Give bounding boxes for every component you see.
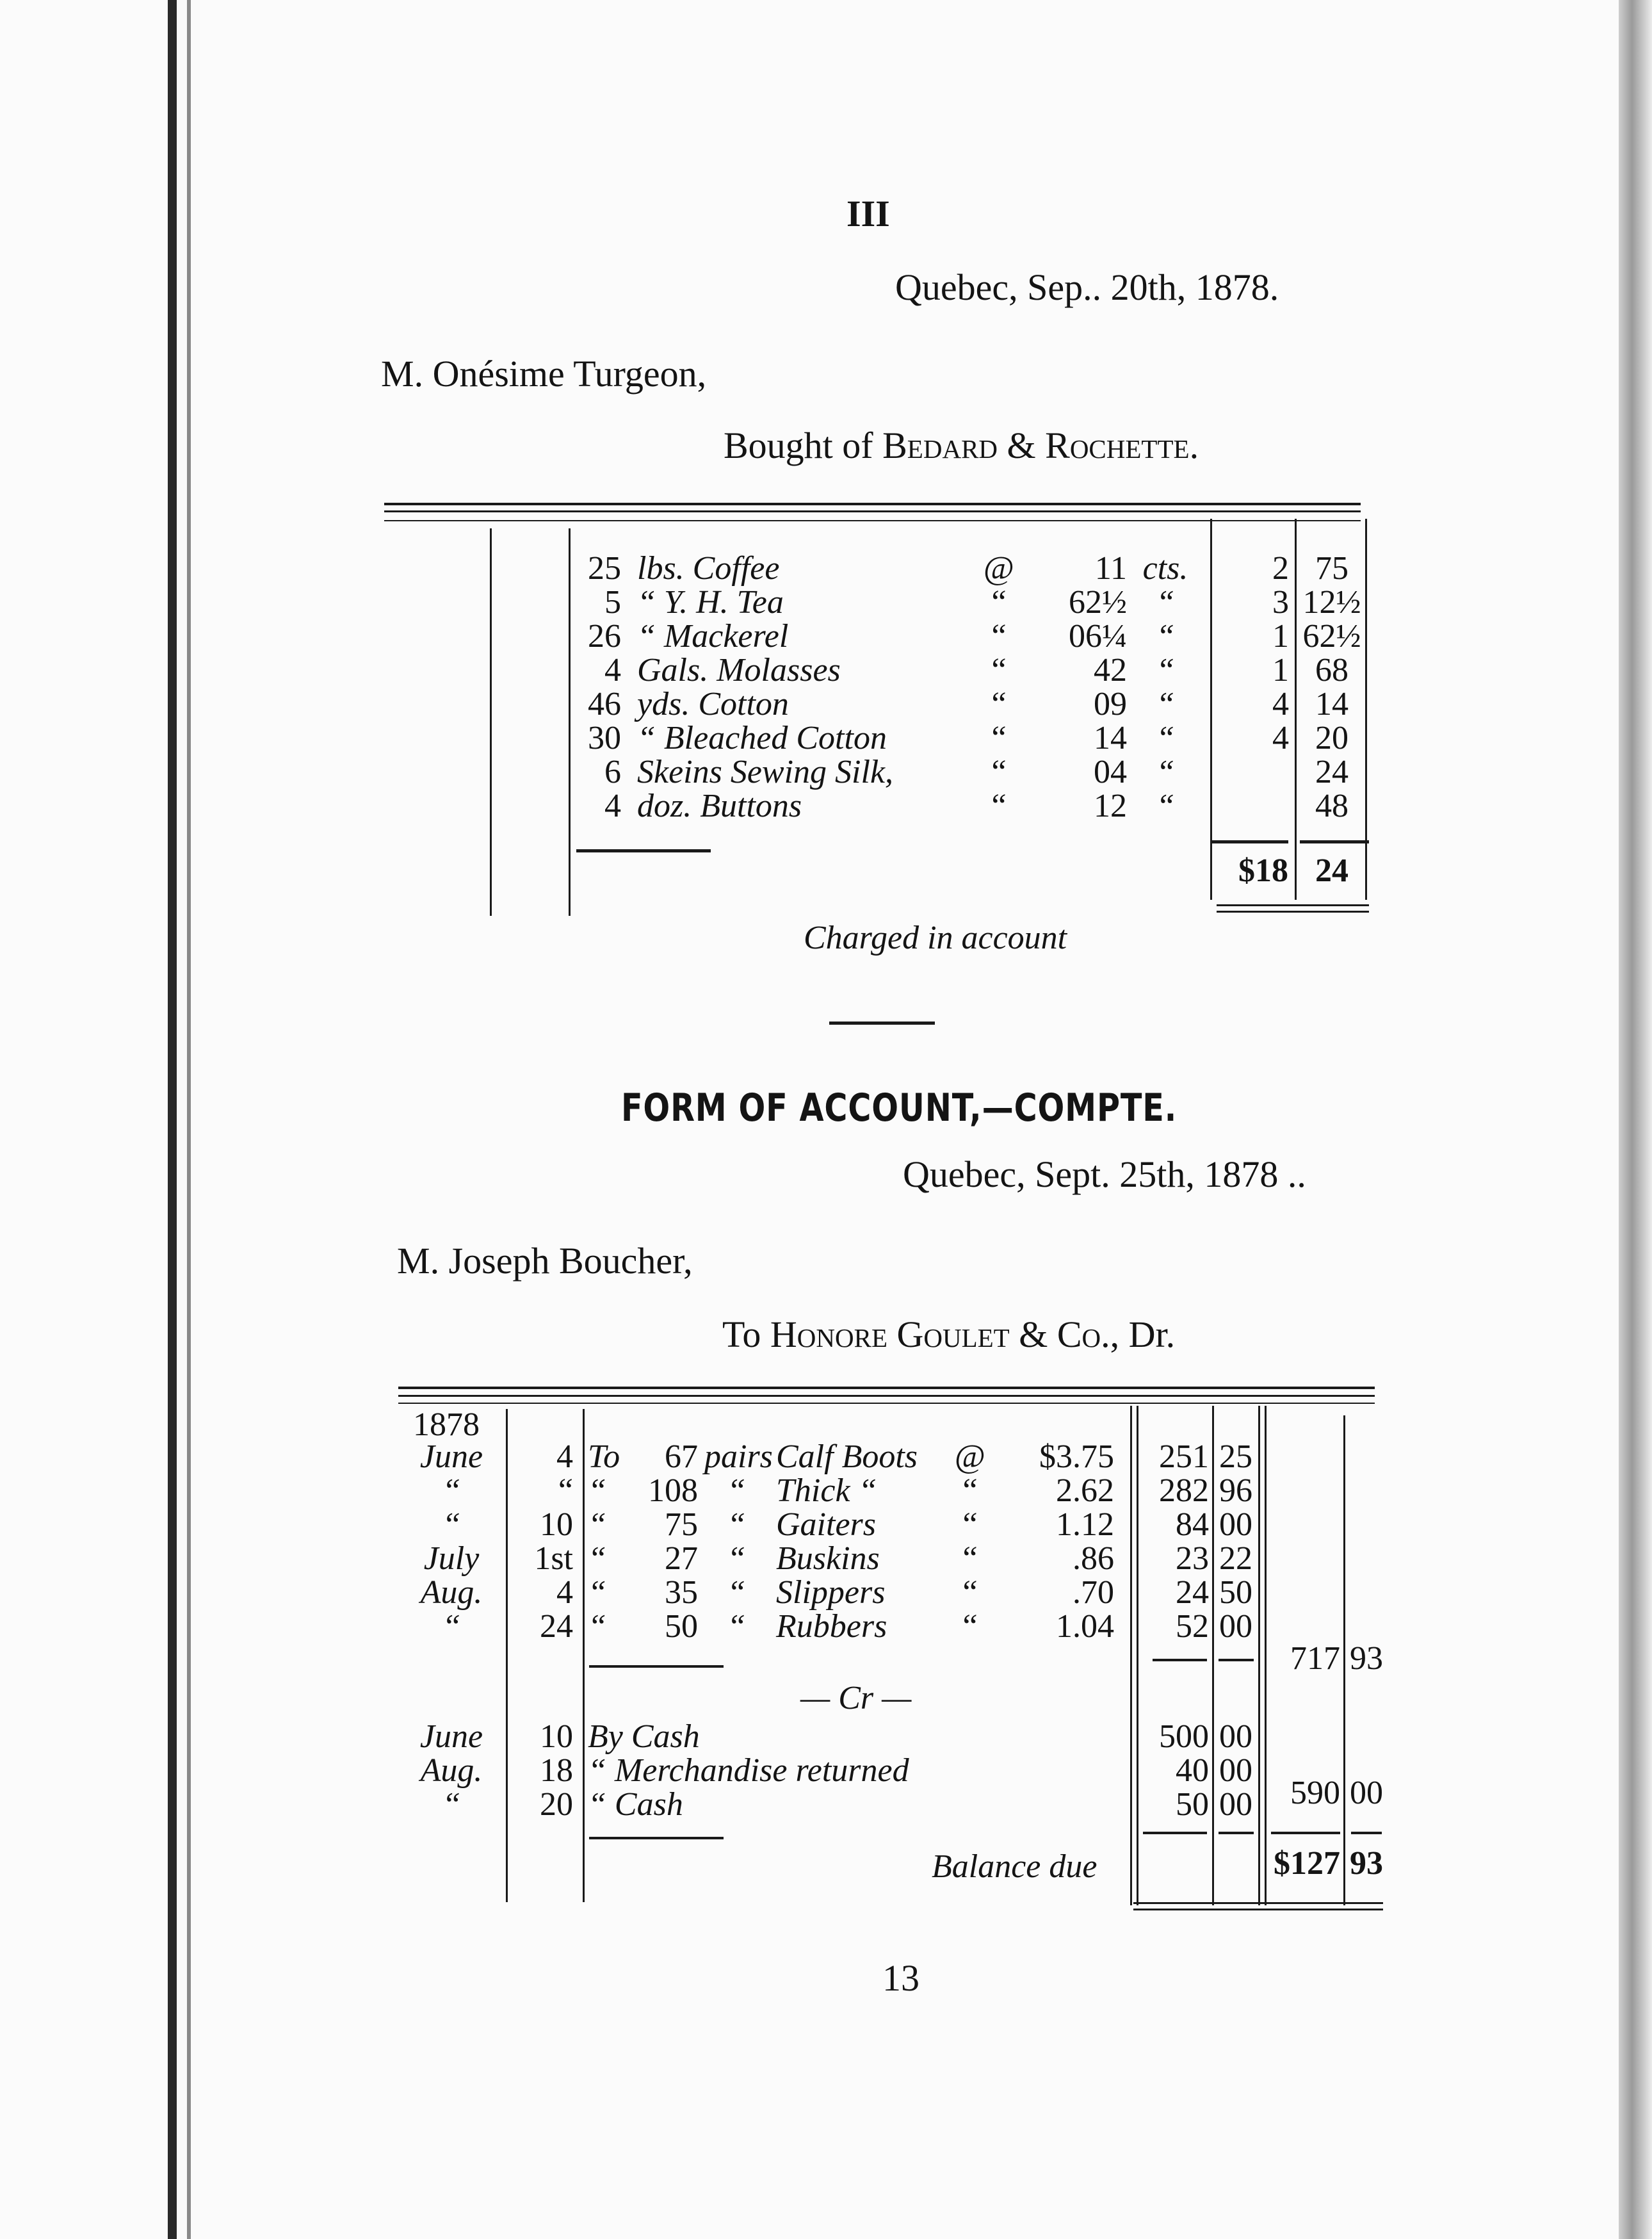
account-creditor-name: Honore Goulet & Co.,	[770, 1314, 1120, 1355]
account-debit-cell-month: “	[442, 1472, 461, 1509]
invoice-cell-dollars: 4	[1272, 720, 1289, 756]
account-debit-cell-dollars: 84	[1176, 1506, 1209, 1543]
account-debit-cell-at: “	[962, 1540, 978, 1577]
account-debit-cell-item: Buskins	[776, 1540, 880, 1577]
page-number: 13	[882, 1957, 919, 1999]
account-debit-cell-day: 10	[540, 1506, 573, 1543]
account-credit-cell-cents: 00	[1219, 1752, 1252, 1789]
account-debit-cell-unit: pairs	[704, 1438, 773, 1475]
account-credit-cell-cents: 00	[1219, 1786, 1252, 1823]
invoice-col-rule-2	[569, 528, 571, 916]
page-binding-edge	[168, 0, 177, 2239]
account-credit-total-dollars: 590	[1290, 1775, 1340, 1811]
invoice-cell-desc: Gals. Molasses	[637, 652, 841, 688]
invoice-top-rule-2	[384, 510, 1361, 512]
invoice-cell-desc: lbs. Coffee	[637, 550, 780, 587]
invoice-cell-at: “	[991, 618, 1007, 655]
account-credit-total-rule-cents	[1351, 1832, 1382, 1834]
invoice-customer: M. Onésime Turgeon,	[381, 353, 707, 395]
account-credit-cell-cents: 00	[1219, 1718, 1252, 1755]
invoice-seller-prefix: Bought of	[724, 425, 873, 466]
invoice-cell-price: 11	[1094, 550, 1127, 587]
invoice-cell-qty: 4	[604, 652, 621, 688]
invoice-cell-price: 09	[1094, 686, 1127, 722]
invoice-cell-dollars: 1	[1272, 618, 1289, 655]
account-debit-cell-at: “	[962, 1608, 978, 1645]
account-debit-cell-day: 1st	[534, 1540, 573, 1577]
invoice-cell-unit: cts.	[1142, 550, 1188, 587]
account-debit-cell-word: “	[588, 1506, 606, 1543]
account-creditor-prefix: To	[722, 1314, 761, 1355]
account-credit-cell-dollars: 40	[1176, 1752, 1209, 1789]
page-right-edge	[1619, 0, 1652, 2239]
account-debit-cell-unit: “	[727, 1472, 746, 1509]
invoice-cell-qty: 25	[588, 550, 621, 587]
account-debit-cell-cents: 22	[1219, 1540, 1252, 1577]
account-debit-cell-dollars: 251	[1159, 1438, 1209, 1475]
invoice-cell-dollars: 2	[1272, 550, 1289, 587]
account-col-rule-2	[583, 1409, 585, 1902]
account-credit-cell-dollars: 500	[1159, 1718, 1209, 1755]
account-debit-cell-price: .70	[1073, 1574, 1114, 1611]
account-debit-cell-word: To	[588, 1438, 620, 1475]
invoice-cell-at: “	[991, 584, 1007, 621]
account-debit-cell-day: “	[558, 1472, 573, 1509]
account-debit-cell-qty: 50	[665, 1608, 698, 1645]
invoice-cell-cents: 20	[1315, 720, 1348, 756]
account-debit-cell-unit: “	[727, 1608, 746, 1645]
account-debit-sum-rule-dollars	[1153, 1659, 1207, 1661]
account-debit-cell-dollars: 52	[1176, 1608, 1209, 1645]
invoice-sum-rule-dollars	[1210, 840, 1288, 843]
account-debit-cell-price: 2.62	[1056, 1472, 1114, 1509]
account-credit-total-rule-dollars	[1271, 1832, 1340, 1834]
invoice-total-cents: 24	[1315, 852, 1348, 889]
page-binding-shadow	[187, 0, 191, 2239]
invoice-cell-desc: “ Mackerel	[637, 618, 789, 655]
account-debit-cell-qty: 108	[648, 1472, 698, 1509]
account-credit-cell-month: “	[442, 1786, 461, 1823]
invoice-cell-dollars: 4	[1272, 686, 1289, 722]
invoice-cell-cents: 68	[1315, 652, 1348, 688]
invoice-cell-cents: 48	[1315, 788, 1348, 824]
account-creditor-line	[722, 1313, 1175, 1356]
account-credit-cell-dollars: 50	[1176, 1786, 1209, 1823]
invoice-cell-qty: 46	[588, 686, 621, 722]
account-col-rule-4	[1212, 1406, 1214, 1905]
account-debit-cell-cents: 50	[1219, 1574, 1252, 1611]
account-debit-cell-month: “	[442, 1608, 461, 1645]
account-debit-cell-qty: 27	[665, 1540, 698, 1577]
invoice-sum-rule-cents	[1300, 840, 1369, 843]
account-debit-cell-item: Gaiters	[776, 1506, 876, 1543]
account-debit-cell-unit: “	[727, 1574, 746, 1611]
account-credit-sum-rule-dollars	[1143, 1832, 1207, 1834]
account-debit-cell-item: Slippers	[776, 1574, 886, 1611]
account-balance-label: Balance due	[932, 1848, 1097, 1885]
account-credit-cell-text: “ Cash	[588, 1786, 683, 1823]
invoice-cell-dollars: 1	[1272, 652, 1289, 688]
account-creditor-suffix: Dr.	[1128, 1314, 1176, 1355]
invoice-cell-qty: 30	[588, 720, 621, 756]
account-credit-cell-text: “ Merchandise returned	[588, 1752, 909, 1789]
invoice-cell-price: 62½	[1069, 584, 1127, 621]
invoice-sub-rule	[576, 849, 711, 852]
invoice-cell-at: “	[991, 652, 1007, 688]
invoice-cell-cents: 12½	[1302, 584, 1361, 621]
account-debit-cell-unit: “	[727, 1506, 746, 1543]
account-debit-total-dollars: 717	[1290, 1640, 1340, 1677]
account-top-rule-3	[398, 1403, 1375, 1404]
account-top-rule	[398, 1387, 1375, 1389]
account-debit-cell-qty: 35	[665, 1574, 698, 1611]
account-col-rule-3	[1130, 1406, 1132, 1905]
account-debit-cell-dollars: 23	[1176, 1540, 1209, 1577]
account-debit-cell-month: June	[419, 1438, 483, 1475]
invoice-cell-qty: 6	[604, 754, 621, 790]
account-cr-label: — Cr —	[800, 1680, 912, 1716]
account-credit-cell-day: 10	[540, 1718, 573, 1755]
invoice-cell-at: “	[991, 720, 1007, 756]
account-credit-cell-day: 18	[540, 1752, 573, 1789]
account-credit-sum-rule-cents	[1219, 1832, 1254, 1834]
invoice-cell-desc: yds. Cotton	[637, 686, 789, 722]
section-divider	[829, 1022, 935, 1025]
invoice-cell-cents: 24	[1315, 754, 1348, 790]
invoice-cell-desc: “ Y. H. Tea	[637, 584, 784, 621]
section-number: III	[846, 193, 890, 234]
account-debit-sum-rule-cents	[1219, 1659, 1254, 1661]
invoice-cell-desc: “ Bleached Cotton	[637, 720, 887, 756]
account-debit-cell-unit: “	[727, 1540, 746, 1577]
account-debit-cell-price: 1.12	[1056, 1506, 1114, 1543]
invoice-cell-unit: “	[1156, 788, 1175, 824]
invoice-cell-desc: Skeins Sewing Silk,	[637, 754, 894, 790]
account-debit-cell-cents: 00	[1219, 1506, 1252, 1543]
invoice-cell-price: 14	[1094, 720, 1127, 756]
account-debit-cell-at: “	[962, 1574, 978, 1611]
invoice-cell-cents: 62½	[1302, 618, 1361, 655]
invoice-col-rule-4	[1295, 519, 1297, 900]
invoice-cell-unit: “	[1156, 720, 1175, 756]
account-customer: M. Joseph Boucher,	[397, 1240, 693, 1282]
invoice-cell-desc: doz. Buttons	[637, 788, 802, 824]
invoice-total-rule-2	[1217, 911, 1369, 913]
account-credit-cell-text: By Cash	[588, 1718, 700, 1755]
account-debit-cell-day: 4	[556, 1438, 573, 1475]
invoice-col-rule-1	[490, 528, 492, 916]
account-debit-cell-cents: 00	[1219, 1608, 1252, 1645]
account-top-rule-2	[398, 1395, 1375, 1397]
account-debit-cell-day: 24	[540, 1608, 573, 1645]
account-date: Quebec, Sept. 25th, 1878 ..	[903, 1153, 1306, 1195]
invoice-seller-line	[724, 424, 1199, 467]
account-debit-cell-word: “	[588, 1574, 606, 1611]
invoice-total-rule	[1217, 904, 1369, 906]
account-credit-sub-rule	[589, 1837, 724, 1839]
account-debit-cell-word: “	[588, 1540, 606, 1577]
account-col-rule-6	[1343, 1415, 1345, 1905]
account-debit-cell-month: “	[442, 1506, 461, 1543]
invoice-cell-qty: 5	[604, 584, 621, 621]
invoice-date: Quebec, Sep.. 20th, 1878.	[895, 266, 1279, 308]
invoice-cell-qty: 26	[588, 618, 621, 655]
invoice-cell-at: “	[991, 754, 1007, 790]
account-debit-cell-item: Thick “	[776, 1472, 877, 1509]
invoice-cell-price: 06¼	[1069, 618, 1127, 655]
account-debit-cell-word: “	[588, 1608, 606, 1645]
account-debit-cell-price: $3.75	[1039, 1438, 1114, 1475]
account-debit-cell-month: July	[423, 1540, 480, 1577]
account-debit-cell-price: .86	[1073, 1540, 1114, 1577]
account-debit-cell-at: “	[962, 1506, 978, 1543]
account-col-rule-1	[506, 1409, 508, 1902]
account-balance-cents: 93	[1350, 1845, 1383, 1882]
account-debit-cell-cents: 25	[1219, 1438, 1252, 1475]
invoice-top-rule-3	[384, 520, 1361, 521]
account-debit-total-cents: 93	[1350, 1640, 1383, 1677]
account-credit-cell-month: June	[419, 1718, 483, 1755]
invoice-cell-price: 12	[1094, 788, 1127, 824]
invoice-cell-cents: 14	[1315, 686, 1348, 722]
invoice-cell-dollars: 3	[1272, 584, 1289, 621]
account-balance-dollars: $127	[1274, 1845, 1340, 1882]
account-heading: FORM OF ACCOUNT,—COMPTE.	[621, 1086, 1178, 1130]
invoice-cell-cents: 75	[1315, 550, 1348, 587]
account-debit-cell-word: “	[588, 1472, 606, 1509]
account-debit-cell-day: 4	[556, 1574, 573, 1611]
invoice-cell-at: “	[991, 788, 1007, 824]
account-credit-cell-day: 20	[540, 1786, 573, 1823]
invoice-cell-at: “	[991, 686, 1007, 722]
invoice-cell-unit: “	[1156, 652, 1175, 688]
account-debit-cell-at: @	[955, 1438, 985, 1475]
account-debit-cell-qty: 67	[665, 1438, 698, 1475]
account-debit-cell-qty: 75	[665, 1506, 698, 1543]
invoice-cell-unit: “	[1156, 584, 1175, 621]
account-debit-cell-dollars: 282	[1159, 1472, 1209, 1509]
account-debit-cell-month: Aug.	[420, 1574, 483, 1611]
account-debit-cell-item: Rubbers	[776, 1608, 887, 1645]
account-debit-cell-item: Calf Boots	[776, 1438, 918, 1475]
invoice-cell-at: @	[984, 550, 1014, 587]
invoice-note: Charged in account	[804, 920, 1067, 956]
account-credit-cell-month: Aug.	[420, 1752, 483, 1789]
account-bottom-rule	[1133, 1902, 1383, 1904]
invoice-total-dollars: $18	[1238, 852, 1288, 889]
invoice-cell-price: 04	[1094, 754, 1127, 790]
account-year: 1878	[413, 1406, 480, 1443]
account-col-rule-5	[1258, 1406, 1260, 1905]
account-debit-cell-dollars: 24	[1176, 1574, 1209, 1611]
invoice-top-rule	[384, 503, 1361, 505]
account-debit-sub-rule	[589, 1665, 724, 1668]
invoice-seller-name: Bedard & Rochette.	[882, 425, 1199, 466]
invoice-cell-qty: 4	[604, 788, 621, 824]
invoice-cell-unit: “	[1156, 686, 1175, 722]
account-debit-cell-at: “	[962, 1472, 978, 1509]
account-credit-total-cents: 00	[1350, 1775, 1383, 1811]
invoice-cell-unit: “	[1156, 754, 1175, 790]
account-debit-cell-cents: 96	[1219, 1472, 1252, 1509]
invoice-cell-unit: “	[1156, 618, 1175, 655]
invoice-cell-price: 42	[1094, 652, 1127, 688]
account-debit-cell-price: 1.04	[1056, 1608, 1114, 1645]
account-bottom-rule-2	[1133, 1909, 1383, 1910]
